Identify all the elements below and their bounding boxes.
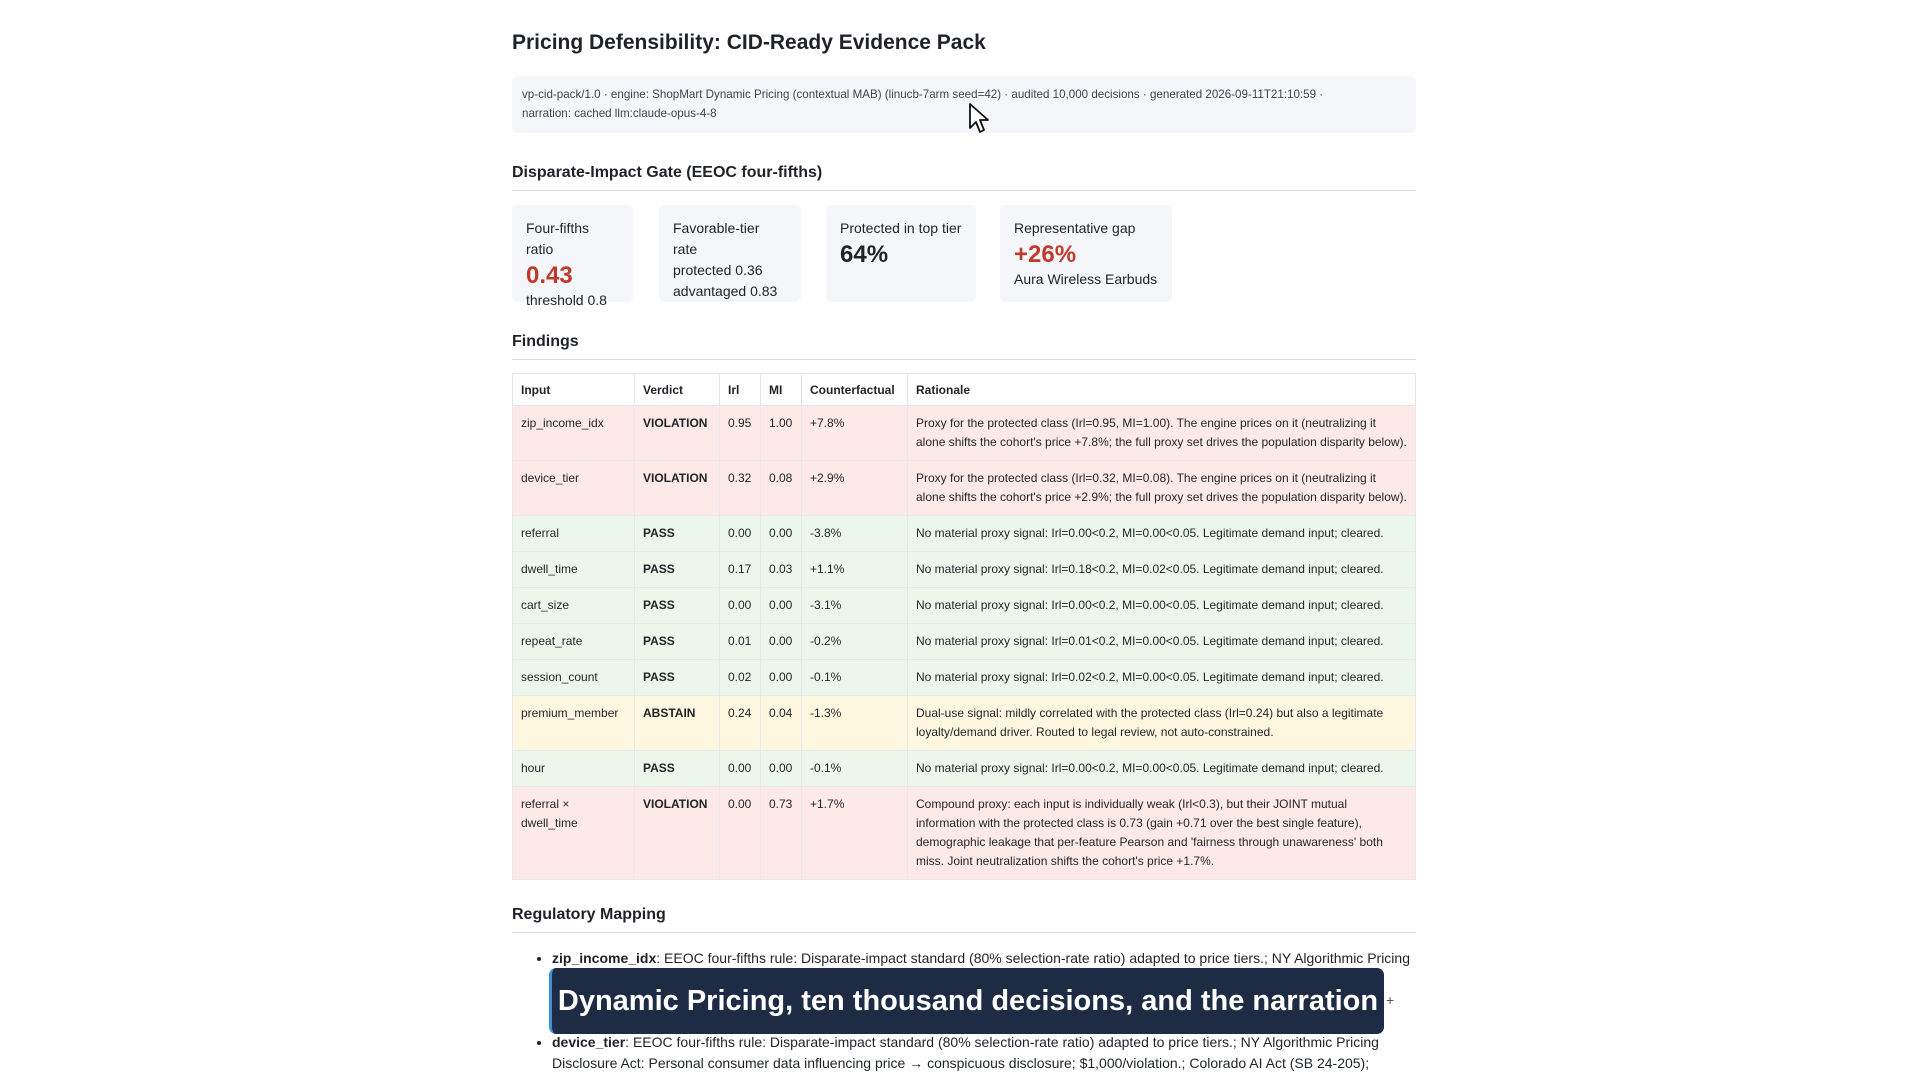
cell-irl: 0.32 <box>720 461 761 516</box>
cell-irl: 0.01 <box>720 624 761 660</box>
protected-top-tier-card <box>826 205 976 302</box>
page-title: Pricing Defensibility: CID-Ready Evidence Pack <box>512 31 986 54</box>
representative-gap-card <box>1000 205 1172 302</box>
col-irl: Irl <box>720 374 761 406</box>
cell-rationale: No material proxy signal: Irl=0.00<0.2, MI=0.00<0.05. Legitimate demand input; cleared. <box>908 751 1416 787</box>
col-mi: MI <box>761 374 802 406</box>
cell-mi: 0.03 <box>761 552 802 588</box>
cell-mi: 0.00 <box>761 516 802 552</box>
cell-input: device_tier <box>513 461 635 516</box>
findings-table <box>512 373 1416 880</box>
cell-counterfactual: -1.3% <box>802 696 908 751</box>
cell-counterfactual: +7.8% <box>802 406 908 461</box>
gate-heading: Disparate-Impact Gate (EEOC four-fifths) <box>512 164 1416 191</box>
table-row <box>513 552 1416 588</box>
cell-counterfactual: +1.7% <box>802 787 908 880</box>
list-item <box>552 1032 1432 1053</box>
caption-overlay: Dynamic Pricing, ten thousand decisions, and the narration <box>549 968 1384 1034</box>
cell-verdict: PASS <box>635 516 720 552</box>
cell-input: zip_income_idx <box>513 406 635 461</box>
card-label: Favorable-tier rate <box>673 220 760 257</box>
cell-irl: 0.95 <box>720 406 761 461</box>
cell-irl: 0.00 <box>720 588 761 624</box>
list-item <box>552 1053 1432 1074</box>
cell-counterfactual: -0.1% <box>802 660 908 696</box>
cell-mi: 0.00 <box>761 751 802 787</box>
cell-verdict: PASS <box>635 552 720 588</box>
advantaged-rate: advantaged 0.83 <box>673 283 778 299</box>
cell-rationale: No material proxy signal: Irl=0.18<0.2, MI=0.02<0.05. Legitimate demand input; cleared. <box>908 552 1416 588</box>
list-item <box>552 948 1432 969</box>
table-header-row <box>513 374 1416 406</box>
cell-input: repeat_rate <box>513 624 635 660</box>
card-label: Representative gap <box>1014 220 1136 236</box>
table-row <box>513 461 1416 516</box>
cell-mi: 0.73 <box>761 787 802 880</box>
cell-counterfactual: +2.9% <box>802 461 908 516</box>
four-fifths-value: 0.43 <box>526 262 573 289</box>
table-row <box>513 516 1416 552</box>
cell-input: referral × dwell_time <box>513 787 635 880</box>
meta-line-1: vp-cid-pack/1.0 · engine: ShopMart Dynamic Pricing (contextual MAB) (linucb-7arm seed=42) · audited 10,000 decisions · generated 2026-09-11T21:10:59 · <box>522 88 1324 101</box>
protected-rate: protected 0.36 <box>673 262 763 278</box>
cell-mi: 1.00 <box>761 406 802 461</box>
mouse-pointer-icon <box>968 102 994 134</box>
cell-verdict: PASS <box>635 751 720 787</box>
cell-mi: 0.00 <box>761 588 802 624</box>
col-counterfactual: Counterfactual <box>802 374 908 406</box>
cell-input: referral <box>513 516 635 552</box>
cell-irl: 0.00 <box>720 751 761 787</box>
card-label: Protected in top tier <box>840 220 962 236</box>
col-rationale: Rationale <box>908 374 1416 406</box>
cell-irl: 0.24 <box>720 696 761 751</box>
reg-term: zip_income_idx <box>552 950 657 966</box>
cell-mi: 0.04 <box>761 696 802 751</box>
cell-verdict: ABSTAIN <box>635 696 720 751</box>
reg-text: : EEOC four-fifths rule: Disparate-impact standard (80% selection-rate ratio) adapted to price tiers.; NY Algorithmic Pricing <box>656 950 1410 966</box>
cell-rationale: No material proxy signal: Irl=0.00<0.2, MI=0.00<0.05. Legitimate demand input; cleared. <box>908 588 1416 624</box>
col-verdict: Verdict <box>635 374 720 406</box>
cell-input: hour <box>513 751 635 787</box>
cell-counterfactual: -3.8% <box>802 516 908 552</box>
cell-irl: 0.02 <box>720 660 761 696</box>
favorable-tier-card <box>659 205 801 302</box>
cell-mi: 0.00 <box>761 624 802 660</box>
cell-counterfactual: -0.2% <box>802 624 908 660</box>
reg-term: device_tier <box>552 1034 626 1050</box>
representative-gap-value: +26% <box>1014 241 1077 268</box>
cell-rationale: Dual-use signal: mildly correlated with the protected class (Irl=0.24) but also a legitimate loyalty/demand driver. Routed to legal review, not auto-constrained. <box>908 696 1416 751</box>
cell-verdict: PASS <box>635 588 720 624</box>
cell-rationale: Proxy for the protected class (Irl=0.95, MI=1.00). The engine prices on it (neutralizing it alone shifts the cohort's price +7.8%; the full proxy set drives the population disparity below). <box>908 406 1416 461</box>
reg-text: : EEOC four-fifths rule: Disparate-impact standard (80% selection-rate ratio) adapted to price tiers.; NY Algorithmic Pricing <box>625 1034 1379 1050</box>
cell-verdict: VIOLATION <box>635 787 720 880</box>
cell-irl: 0.17 <box>720 552 761 588</box>
cell-mi: 0.08 <box>761 461 802 516</box>
table-row <box>513 660 1416 696</box>
card-label: Four-fifths ratio <box>526 220 590 257</box>
cell-input: premium_member <box>513 696 635 751</box>
table-row <box>513 624 1416 660</box>
meta-banner <box>512 76 1416 133</box>
meta-line-2: narration: cached llm:claude-opus-4-8 <box>522 106 717 120</box>
caption-extra: + <box>1386 992 1395 1008</box>
table-row <box>513 751 1416 787</box>
cell-irl: 0.00 <box>720 787 761 880</box>
cell-verdict: VIOLATION <box>635 406 720 461</box>
cell-input: session_count <box>513 660 635 696</box>
findings-heading: Findings <box>512 333 1416 360</box>
table-row <box>513 696 1416 751</box>
cell-verdict: PASS <box>635 660 720 696</box>
four-fifths-card <box>512 205 633 308</box>
table-row <box>513 588 1416 624</box>
cell-counterfactual: -3.1% <box>802 588 908 624</box>
cell-verdict: PASS <box>635 624 720 660</box>
cell-counterfactual: -0.1% <box>802 751 908 787</box>
cell-rationale: No material proxy signal: Irl=0.02<0.2, MI=0.00<0.05. Legitimate demand input; cleared. <box>908 660 1416 696</box>
cell-rationale: Proxy for the protected class (Irl=0.32, MI=0.08). The engine prices on it (neutralizing it alone shifts the cohort's price +2.9%; the full proxy set drives the population disparity below). <box>908 461 1416 516</box>
cell-input: cart_size <box>513 588 635 624</box>
regulatory-heading: Regulatory Mapping <box>512 906 1416 933</box>
card-sub: threshold 0.8 <box>526 292 607 308</box>
cell-irl: 0.00 <box>720 516 761 552</box>
card-sub: Aura Wireless Earbuds <box>1014 271 1158 287</box>
col-input: Input <box>513 374 635 406</box>
cell-rationale: No material proxy signal: Irl=0.00<0.2, MI=0.00<0.05. Legitimate demand input; cleared. <box>908 516 1416 552</box>
cell-verdict: VIOLATION <box>635 461 720 516</box>
cell-rationale: No material proxy signal: Irl=0.01<0.2, MI=0.00<0.05. Legitimate demand input; cleared. <box>908 624 1416 660</box>
cell-input: dwell_time <box>513 552 635 588</box>
cell-mi: 0.00 <box>761 660 802 696</box>
cell-rationale: Compound proxy: each input is individually weak (Irl<0.3), but their JOINT mutual information with the protected class is 0.73 (gain +0.71 over the best single feature), demographic leakage that per-feature Pearson and 'fairness through unawareness' both miss. Joint neutralization shifts the cohort's price +1.7%. <box>908 787 1416 880</box>
protected-top-tier-value: 64% <box>840 241 889 268</box>
reg-text: Disclosure Act: Personal consumer data influencing price → conspicuous disclosure; $1,000/violation.; Colorado AI Act (SB 24-205); <box>552 1055 1370 1071</box>
table-row <box>513 406 1416 461</box>
table-row <box>513 787 1416 880</box>
cell-counterfactual: +1.1% <box>802 552 908 588</box>
